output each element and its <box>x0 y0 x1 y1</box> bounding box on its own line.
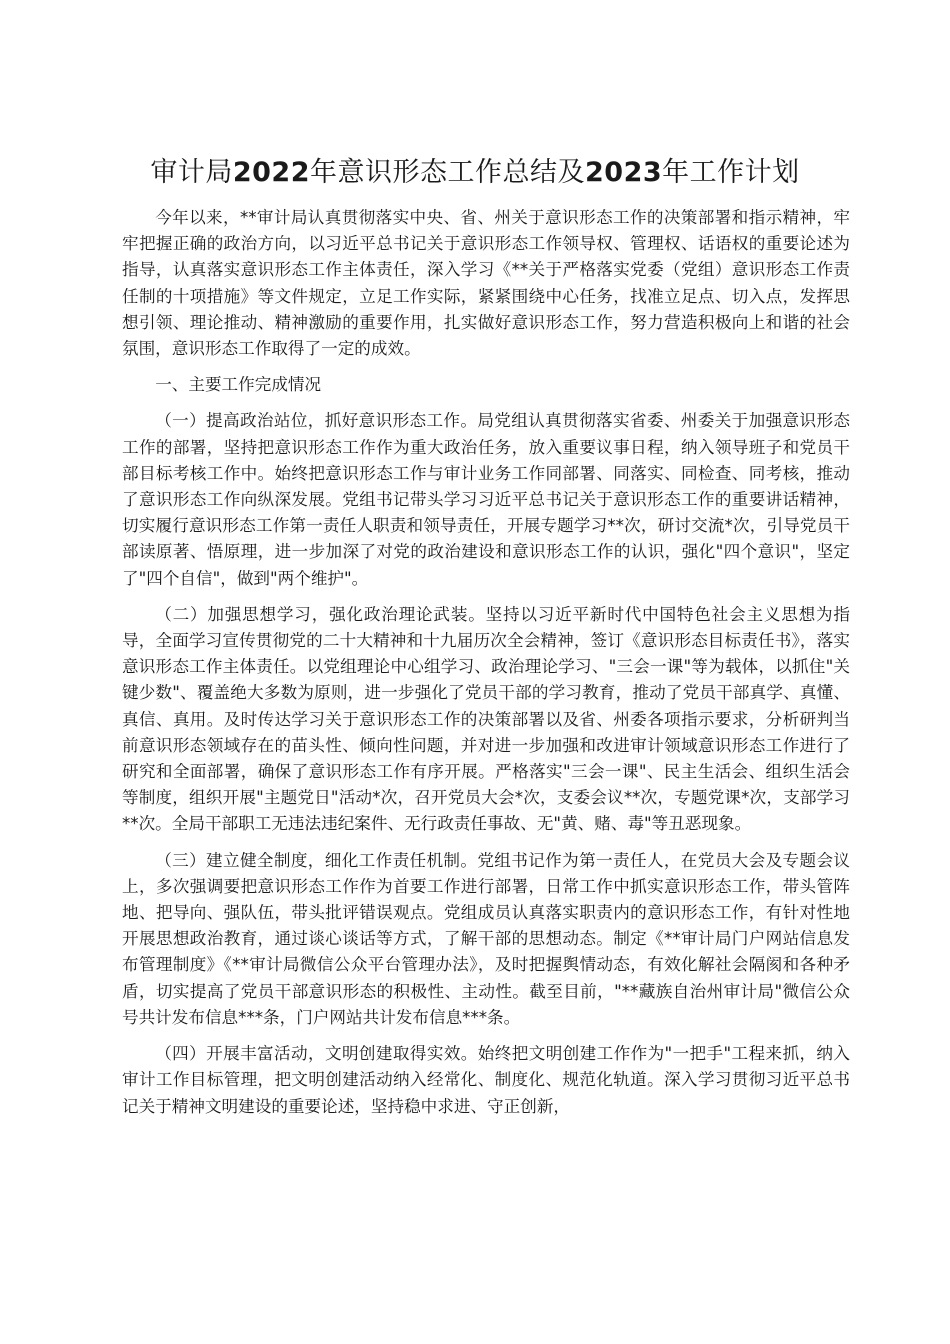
document-title <box>0 150 950 196</box>
paragraph-item-4: （四）开展丰富活动，文明创建取得实效。始终把文明创建工作作为"一把手"工程来抓，纳入审计工作目标管理，把文明创建活动纳入经常化、制度化、规范化轨道。深入学习贯彻习近平总书记关于精神文明建设的重要论述，坚持稳中求进、守正创新， <box>122 1044 850 1116</box>
title-suffix: 年工作计划 <box>662 157 800 188</box>
title-year-2023: 2023 <box>585 157 663 188</box>
document-body <box>122 205 850 1130</box>
section-heading-main-work: 一、主要工作完成情况 <box>155 375 322 395</box>
title-middle: 年意识形态工作总结及 <box>310 157 585 188</box>
paragraph-item-2: （二）加强思想学习，强化政治理论武装。坚持以习近平新时代中国特色社会主义思想为指导，全面学习宣传贯彻党的二十大精神和十九届历次全会精神，签订《意识形态目标责任书》，落实意识形态工作主体责任。以党组理论中心组学习、政治理论学习、"三会一课"等为载体，以抓住"关键少数"、覆盖绝大多数为原则，进一步强化了党员干部的学习教育，推动了党员干部真学、真懂、真信、真用。及时传达学习关于意识形态工作的决策部署以及省、州委各项指示要求，分析研判当前意识形态领域存在的苗头性、倾向性问题，并对进一步加强和改进审计领域意识形态工作进行了研究和全面部署，确保了意识形态工作有序开展。严格落实"三会一课"、民主生活会、组织生活会等制度，组织开展"主题党日"活动*次，召开党员大会*次，支委会议**次，专题党课*次，支部学习**次。全局干部职工无违法违纪案件、无行政责任事故、无"黄、赌、毒"等丑恶现象。 <box>122 604 850 834</box>
paragraph-item-1: （一）提高政治站位，抓好意识形态工作。局党组认真贯彻落实省委、州委关于加强意识形态工作的部署，坚持把意识形态工作作为重大政治任务，放入重要议事日程，纳入领导班子和党员干部目标考核工作中。始终把意识形态工作与审计业务工作同部署、同落实、同检查、同考核，推动了意识形态工作向纵深发展。党组书记带头学习习近平总书记关于意识形态工作的重要讲话精神，切实履行意识形态工作第一责任人职责和领导责任，开展专题学习**次，研讨交流*次，引导党员干部读原著、悟原理，进一步加深了对党的政治建设和意识形态工作的认识，强化"四个意识"，坚定了"四个自信"，做到"两个维护"。 <box>122 411 850 588</box>
title-prefix: 审计局 <box>150 157 233 188</box>
intro-paragraph: 今年以来，**审计局认真贯彻落实中央、省、州关于意识形态工作的决策部署和指示精神，牢牢把握正确的政治方向，以习近平总书记关于意识形态工作领导权、管理权、话语权的重要论述为指导，认真落实意识形态工作主体责任，深入学习《**关于严格落实党委（党组）意识形态工作责任制的十项措施》等文件规定，立足工作实际，紧紧围绕中心任务，找准立足点、切入点，发挥思想引领、理论推动、精神激励的重要作用，扎实做好意识形态工作，努力营造积极向上和谐的社会氛围，意识形态工作取得了一定的成效。 <box>122 208 850 359</box>
title-year-2022: 2022 <box>232 157 310 188</box>
paragraph-item-3: （三）建立健全制度，细化工作责任机制。党组书记作为第一责任人，在党员大会及专题会议上，多次强调要把意识形态工作作为首要工作进行部署，日常工作中抓实意识形态工作，带头管阵地、把导向、强队伍，带头批评错误观点。党组成员认真落实职责内的意识形态工作，有针对性地开展思想政治教育，通过谈心谈话等方式，了解干部的思想动态。制定《**审计局门户网站信息发布管理制度》《**审计局微信公众平台管理办法》，及时把握舆情动态，有效化解社会隔阂和各种矛盾，切实提高了党员干部意识形态的积极性、主动性。截至目前，"**藏族自治州审计局"微信公众号共计发布信息***条，门户网站共计发布信息***条。 <box>122 850 850 1027</box>
